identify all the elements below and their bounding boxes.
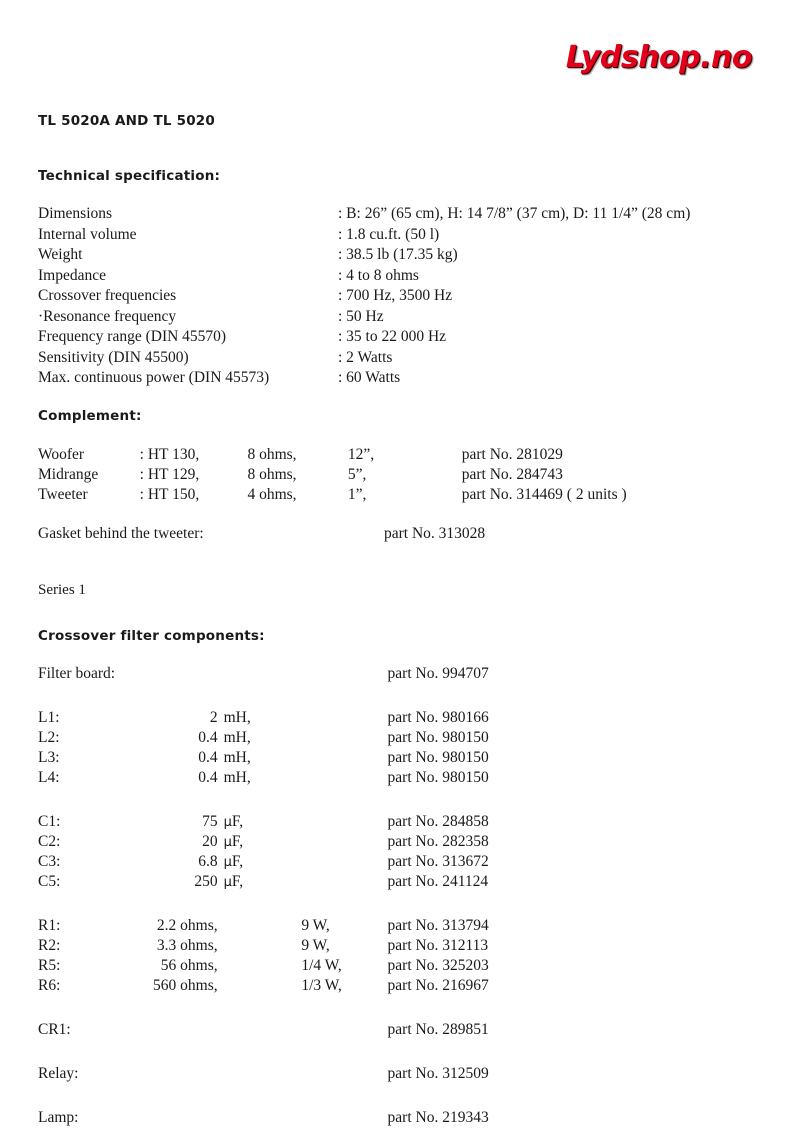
crossover-components-table [38,665,768,1129]
complement-row [38,486,768,506]
complement-c5: part No. 284743 [461,466,563,483]
complement-c5: part No. 281029 [461,446,563,463]
crossover-k4: 9 W, [301,937,330,954]
crossover-row [38,1021,768,1041]
crossover-k2: 56 ohms, [160,957,218,974]
crossover-k1: L4: [38,769,60,786]
crossover-k2: 0.4 [198,729,218,746]
crossover-k4 [301,1065,387,1085]
crossover-k5: part No. 980150 [387,769,489,786]
spec-row [38,369,768,390]
crossover-k5: part No. 994707 [387,665,489,682]
crossover-spacer [38,1085,768,1109]
crossover-spacer [38,893,768,917]
spec-value: : 700 Hz, 3500 Hz [338,287,453,304]
gasket-label: Gasket behind the tweeter: [38,525,204,542]
crossover-k5: part No. 219343 [387,1109,489,1126]
crossover-k4 [301,729,387,749]
crossover-k4 [301,1021,387,1041]
complement-c4: 1”, [347,486,367,503]
spec-label: Sensitivity (DIN 45500) [38,348,189,366]
crossover-row [38,1109,768,1129]
complement-heading: Complement: [38,408,142,424]
spec-row [38,328,768,349]
crossover-k1: C5: [38,873,61,890]
crossover-k5: part No. 312113 [387,937,489,954]
complement-c1: Tweeter [38,486,88,503]
crossover-k2: 2 [209,709,218,726]
crossover-row [38,813,768,833]
complement-c3: 4 ohms, [247,486,297,503]
crossover-k3 [218,937,302,957]
crossover-k4 [301,833,387,853]
crossover-k4 [301,853,387,873]
crossover-k5: part No. 980150 [387,729,489,746]
crossover-k1: R2: [38,937,61,954]
crossover-k2: 3.3 ohms, [156,937,218,954]
complement-c4: 12”, [347,446,375,463]
crossover-k3: mH, [223,729,251,746]
crossover-k4: 9 W, [301,917,330,934]
crossover-k5: part No. 980150 [387,749,489,766]
crossover-k4: 1/4 W, [301,957,342,974]
crossover-k4 [301,709,387,729]
crossover-k5: part No. 282358 [387,833,489,850]
complement-row [38,466,768,486]
crossover-row [38,1065,768,1085]
crossover-k4: 1/3 W, [301,977,342,994]
page-title: TL 5020A AND TL 5020 [38,113,215,129]
complement-c3: 8 ohms, [247,446,297,463]
complement-c4: 5”, [347,466,367,483]
crossover-k5: part No. 312509 [387,1065,489,1082]
crossover-k1: C2: [38,833,61,850]
crossover-k2: 250 [194,873,218,890]
spec-label: Impedance [38,266,106,284]
spec-row [38,205,768,226]
spec-label: Dimensions [38,205,113,222]
spec-value: : 60 Watts [338,369,401,386]
crossover-row [38,957,768,977]
spec-value: : 35 to 22 000 Hz [338,328,447,345]
crossover-k1: CR1: [38,1021,71,1038]
crossover-k1: R5: [38,957,61,974]
crossover-k5: part No. 284858 [387,813,489,830]
spec-row [38,349,768,370]
spec-value: : 4 to 8 ohms [338,266,419,284]
crossover-k4 [301,1109,387,1129]
crossover-spacer [38,789,768,813]
crossover-row [38,709,768,729]
crossover-k2: 6.8 [198,853,218,870]
crossover-k2: 2.2 ohms, [156,917,218,934]
crossover-k1: L3: [38,749,60,766]
crossover-k2: 20 [202,833,218,850]
crossover-k3 [218,977,302,997]
technical-specification-heading: Technical specification: [38,168,221,184]
crossover-k2 [136,1021,218,1041]
crossover-row [38,665,768,685]
complement-c1: Woofer [38,446,85,463]
crossover-k3: mH, [223,749,251,766]
spec-row [38,308,768,329]
complement-c2: : HT 129, [139,466,200,483]
crossover-k1: Filter board: [38,665,116,682]
crossover-k2 [136,665,218,685]
spec-value: : 1.8 cu.ft. (50 l) [338,225,440,243]
crossover-row [38,833,768,853]
crossover-k1: Relay: [38,1065,79,1082]
crossover-k3 [218,957,302,977]
crossover-k1: Lamp: [38,1109,79,1126]
crossover-k3 [218,1109,302,1129]
crossover-k3: µF, [223,873,244,890]
spec-label: Internal volume [38,225,137,243]
crossover-k4 [301,749,387,769]
crossover-row [38,937,768,957]
crossover-k5: part No. 325203 [387,957,489,974]
crossover-row [38,853,768,873]
gasket-row [38,525,768,543]
crossover-row [38,977,768,997]
crossover-k3 [218,1065,302,1085]
complement-c5: part No. 314469 ( 2 units ) [461,486,627,503]
spec-label: ·Resonance frequency [38,307,177,325]
spec-label: Weight [38,246,83,263]
crossover-k5: part No. 241124 [387,873,489,890]
crossover-k2 [136,1065,218,1085]
crossover-k5: part No. 216967 [387,977,489,994]
spec-value: : 38.5 lb (17.35 kg) [338,246,458,263]
spec-row [38,267,768,288]
crossover-row [38,749,768,769]
crossover-k4 [301,873,387,893]
crossover-k1: L1: [38,709,60,726]
complement-c2: : HT 150, [139,486,200,503]
crossover-row [38,917,768,937]
crossover-k2: 0.4 [198,769,218,786]
crossover-row [38,873,768,893]
crossover-k1: C1: [38,813,61,830]
crossover-components-heading: Crossover filter components: [38,628,265,644]
crossover-k2: 0.4 [198,749,218,766]
crossover-k3: mH, [223,709,251,726]
series-label: Series 1 [38,582,86,598]
spec-value: : 50 Hz [338,307,384,325]
crossover-k3: mH, [223,769,251,786]
crossover-k5: part No. 980166 [387,709,489,726]
crossover-k1: R1: [38,917,61,934]
crossover-k3: µF, [223,853,244,870]
crossover-row [38,729,768,749]
spec-row [38,287,768,308]
spec-label: Max. continuous power (DIN 45573) [38,369,270,386]
spec-row [38,226,768,247]
crossover-k1: C3: [38,853,61,870]
complement-row [38,446,768,466]
crossover-k5: part No. 313672 [387,853,489,870]
crossover-k2: 560 ohms, [153,977,218,994]
spec-value: : B: 26” (65 cm), H: 14 7/8” (37 cm), D: 11 1/4” (28 cm) [338,205,691,222]
complement-c3: 8 ohms, [247,466,297,483]
crossover-k1: R6: [38,977,61,994]
technical-specification-table [38,205,768,390]
gasket-part: part No. 313028 [384,525,486,542]
spec-value: : 2 Watts [338,348,393,366]
crossover-k3: µF, [223,833,244,850]
complement-c2: : HT 130, [139,446,200,463]
lydshop-logo: Lydshop.no [565,40,752,75]
crossover-k5: part No. 289851 [387,1021,489,1038]
crossover-k4 [301,813,387,833]
crossover-k3 [218,665,302,685]
crossover-spacer [38,685,768,709]
spec-label: Crossover frequencies [38,287,177,304]
crossover-spacer [38,997,768,1021]
spec-row [38,246,768,267]
complement-c1: Midrange [38,466,99,483]
crossover-k3: µF, [223,813,244,830]
complement-table [38,446,768,506]
crossover-k5: part No. 313794 [387,917,489,934]
crossover-row [38,769,768,789]
crossover-k2 [136,1109,218,1129]
crossover-k4 [301,665,387,685]
crossover-k4 [301,769,387,789]
crossover-k2: 75 [202,813,218,830]
spec-label: Frequency range (DIN 45570) [38,328,227,345]
crossover-k3 [218,917,302,937]
crossover-k3 [218,1021,302,1041]
crossover-k1: L2: [38,729,60,746]
crossover-spacer [38,1041,768,1065]
